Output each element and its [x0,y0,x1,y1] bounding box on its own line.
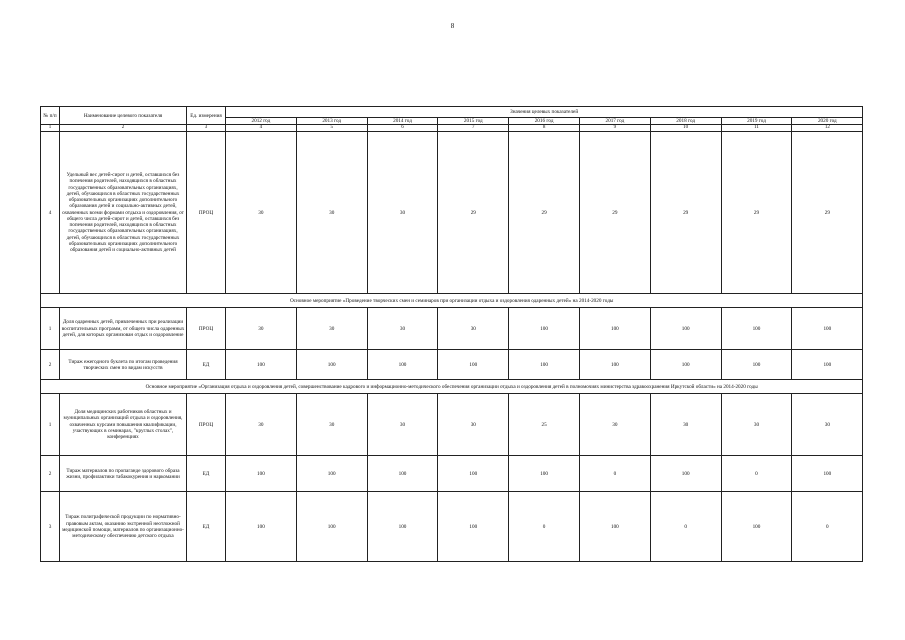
table-row [41,350,863,380]
row-number: 4 [41,132,60,294]
section-row [41,380,863,394]
header-year: 2014 год [367,118,438,125]
value-cell: 30 [367,308,438,350]
value-cell: 0 [721,456,792,492]
table-row [41,492,863,562]
table-body [41,107,863,562]
page-number: 8 [450,22,455,30]
header-unit: Ед. измерения [187,107,226,125]
header-col-number: 11 [721,125,792,132]
unit-cell: ЕД [187,492,226,562]
value-cell: 29 [509,132,580,294]
table-row [41,394,863,456]
indicator-name: Доля одаренных детей, привлеченных при реализации воспитательных программ, от общего числа одаренных детей, для которых организован отдых и оздоровление [60,308,187,350]
row-number: 2 [41,456,60,492]
value-cell: 30 [226,132,297,294]
value-cell: 100 [792,350,863,380]
header-col-number: 3 [187,125,226,132]
unit-cell: ЕД [187,350,226,380]
table-row [41,308,863,350]
row-number: 3 [41,492,60,562]
value-cell: 0 [792,492,863,562]
value-cell: 100 [721,492,792,562]
value-cell: 100 [226,350,297,380]
value-cell: 100 [296,350,367,380]
header-year: 2020 год [792,118,863,125]
value-cell: 0 [650,492,721,562]
indicator-name: Тираж материалов по пропаганде здорового образа жизни, профилактики табакокурения и наркомании [60,456,187,492]
value-cell: 29 [721,132,792,294]
header-col-number: 2 [60,125,187,132]
unit-cell: ПРОЦ [187,132,226,294]
header-col-number: 1 [41,125,60,132]
table-row [41,132,863,294]
value-cell: 0 [509,492,580,562]
header-year: 2018 год [650,118,721,125]
header-col-number: 8 [509,125,580,132]
target-indicators-table [40,106,863,562]
value-cell: 100 [579,492,650,562]
value-cell: 100 [438,492,509,562]
header-col-number: 4 [226,125,297,132]
value-cell: 30 [721,394,792,456]
value-cell: 29 [650,132,721,294]
value-cell: 30 [438,394,509,456]
value-cell: 100 [650,308,721,350]
header-name: Наименование целевого показателя [60,107,187,125]
value-cell: 100 [296,492,367,562]
value-cell: 29 [438,132,509,294]
value-cell: 100 [509,308,580,350]
value-cell: 30 [367,394,438,456]
header-col-number: 9 [579,125,650,132]
value-cell: 30 [226,394,297,456]
header-column-numbers-row [41,125,863,132]
value-cell: 30 [650,394,721,456]
value-cell: 100 [226,456,297,492]
value-cell: 30 [296,132,367,294]
value-cell: 100 [792,456,863,492]
value-cell: 25 [509,394,580,456]
value-cell: 100 [438,456,509,492]
header-year: 2017 год [579,118,650,125]
unit-cell: ПРОЦ [187,394,226,456]
indicator-name: Доля медицинских работников областных и муниципальных организаций отдыха и оздоровления, охваченных курсами повышения квалификации, участвующих в семинарах, "круглых столах", конференциях [60,394,187,456]
value-cell: 100 [579,350,650,380]
value-cell: 30 [367,132,438,294]
header-col-number: 6 [367,125,438,132]
value-cell: 100 [296,456,367,492]
row-number: 1 [41,308,60,350]
header-year: 2013 год [296,118,367,125]
value-cell: 100 [721,308,792,350]
header-col-number: 10 [650,125,721,132]
value-cell: 100 [367,350,438,380]
value-cell: 30 [792,394,863,456]
header-no: № п/п [41,107,60,125]
value-cell: 100 [650,350,721,380]
value-cell: 100 [438,350,509,380]
header-row-1 [41,107,863,118]
header-year: 2016 год [509,118,580,125]
header-year: 2012 год [226,118,297,125]
header-col-number: 5 [296,125,367,132]
value-cell: 100 [226,492,297,562]
unit-cell: ЕД [187,456,226,492]
value-cell: 30 [296,308,367,350]
value-cell: 30 [438,308,509,350]
value-cell: 100 [792,308,863,350]
value-cell: 100 [367,456,438,492]
section-row [41,294,863,308]
value-cell: 29 [792,132,863,294]
value-cell: 100 [721,350,792,380]
header-year: 2015 год [438,118,509,125]
table-row [41,456,863,492]
value-cell: 0 [579,456,650,492]
indicator-name: Тираж ежегодного буклета по итогам проведения творческих смен по видам искусств [60,350,187,380]
value-cell: 100 [650,456,721,492]
header-col-number: 7 [438,125,509,132]
value-cell: 29 [579,132,650,294]
header-values: Значения целевых показателей [226,107,863,118]
header-col-number: 12 [792,125,863,132]
value-cell: 100 [509,456,580,492]
indicator-name: Удельный вес детей-сирот и детей, оставшихся без попечения родителей, находящихся в областных государственных образовательных организациях, детей, обучающихся в областных государственных образовательных организациях дополнительного образования детей и социально-активных детей, охваченных всеми формами отдыха и оздоровления, от общего числа детей-сирот и детей, оставшихся без попечения родителей, находящихся в областных государственных образовательных организациях, детей, обучающихся в областных государственных образовательных организациях дополнительного образования детей и социально-активных детей [60,132,187,294]
indicator-name: Тираж полиграфической продукции по нормативно-правовым актам, оказанию экстренной неотложной медицинской помощи, материалов по организационно-методическому обеспечению детского отдыха [60,492,187,562]
section-title: Основное мероприятие «Проведение творческих смен и семинаров при организации отдыха и оздоровления одаренных детей» на 2014-2020 годы [41,294,863,308]
value-cell: 30 [579,394,650,456]
value-cell: 100 [579,308,650,350]
header-year: 2019 год [721,118,792,125]
row-number: 1 [41,394,60,456]
row-number: 2 [41,350,60,380]
value-cell: 100 [367,492,438,562]
section-title: Основное мероприятие «Организация отдыха и оздоровления детей, совершенствование кадрового и информационно-методического обеспечения организации отдыха и оздоровления детей в полномочиях министерства здравоохранения Иркутской области» на 2014-2020 годы [41,380,863,394]
value-cell: 30 [296,394,367,456]
value-cell: 30 [226,308,297,350]
value-cell: 100 [509,350,580,380]
unit-cell: ПРОЦ [187,308,226,350]
